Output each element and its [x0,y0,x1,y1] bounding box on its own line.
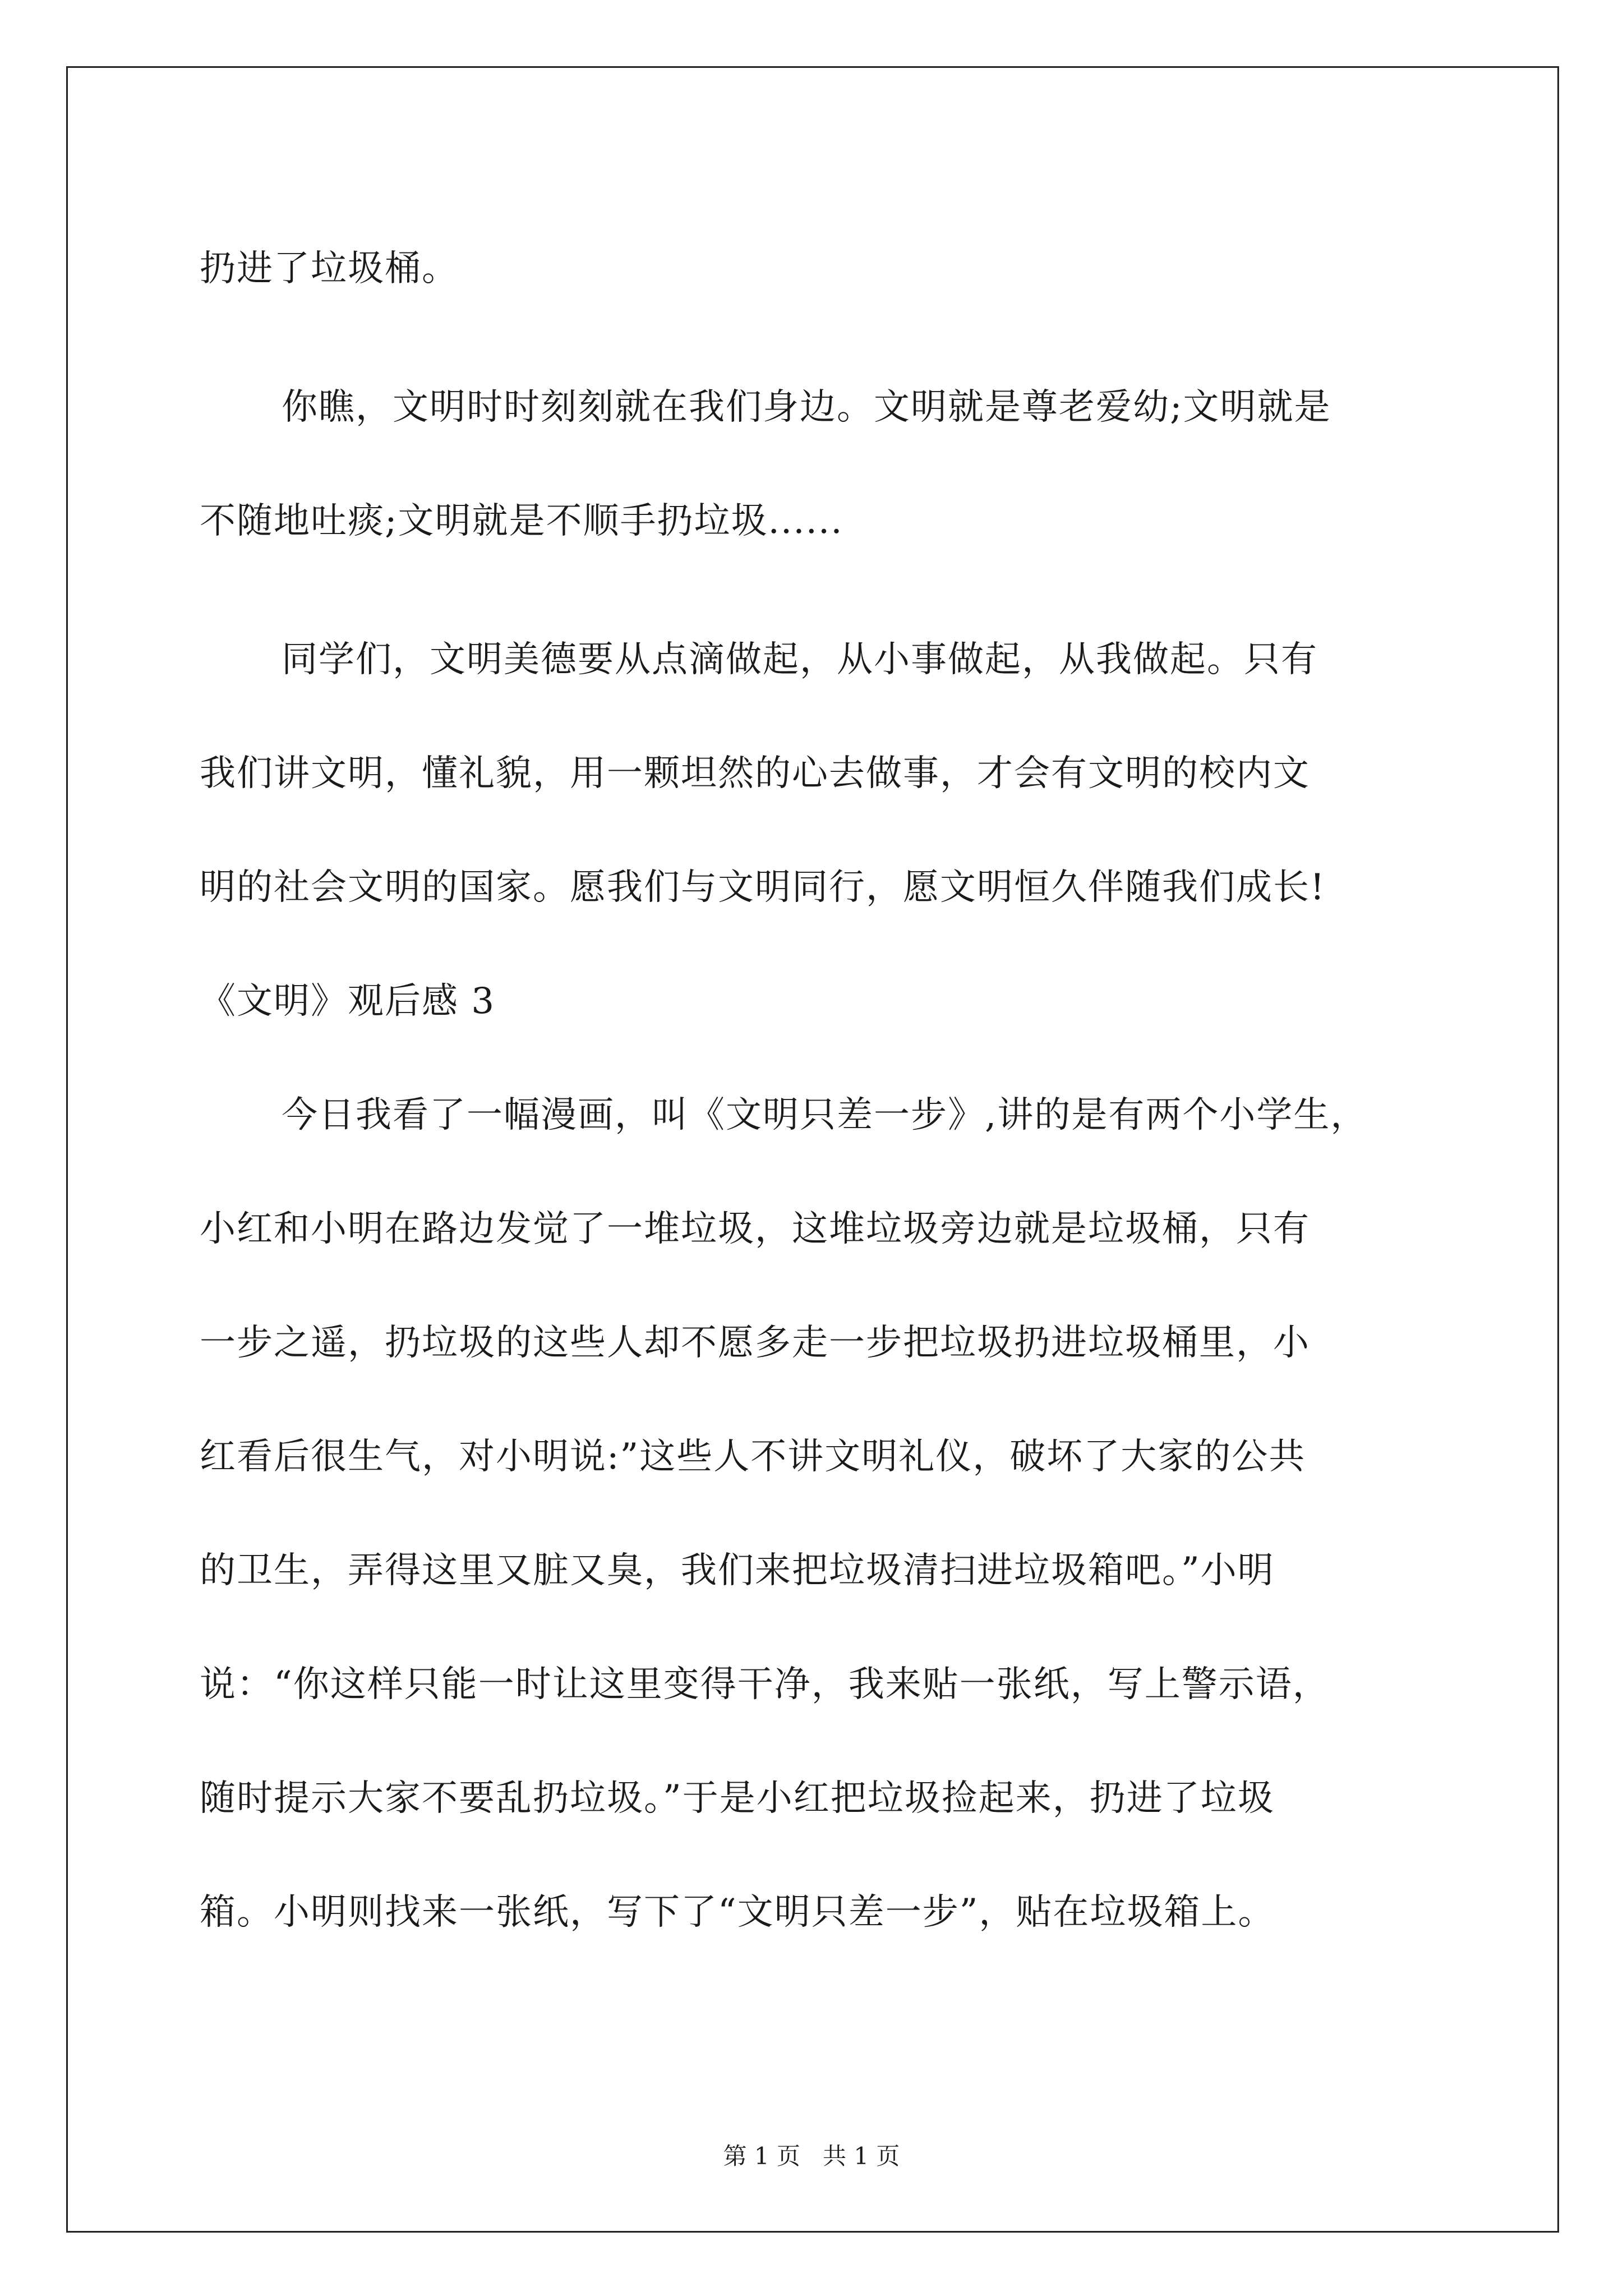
text-line: 小红和小明在路边发觉了一堆垃圾，这堆垃圾旁边就是垃圾桶，只有 [200,1208,1310,1250]
text-line: 箱。小明则找来一张纸，写下了“文明只差一步”，贴在垃圾箱上。 [200,1892,1275,1933]
text-line: 明的社会文明的国家。愿我们与文明同行，愿文明恒久伴随我们成长! [200,867,1326,908]
text-line [200,1994,1433,2007]
page-footer [0,2139,1623,2173]
text-line: 的卫生，弄得这里又脏又臭，我们来把垃圾清扫进垃圾箱吧。”小明 [200,1550,1275,1591]
text-line: 你瞧，文明时时刻刻就在我们身边。文明就是尊老爱幼;文明就是 [282,386,1331,428]
text-line: 随时提示大家不要乱扔垃圾。”于是小红把垃圾捡起来，扔进了垃圾 [200,1778,1275,1819]
text-line: 说：“你这样只能一时让这里变得干净，我来贴一张纸，写上警示语， [200,1664,1330,1705]
text-line: 一步之遥，扔垃圾的这些人却不愿多走一步把垃圾扔进垃圾桶里，小 [200,1322,1310,1364]
page-total: 共 1 页 [823,2142,900,2170]
section-heading: 《文明》观后感 3 [200,981,496,1022]
document-body [200,212,1433,2007]
text-line: 不随地吐痰;文明就是不顺手扔垃圾...... [200,500,843,542]
text-line: 红看后很生气，对小明说:”这些人不讲文明礼仪，破坏了大家的公共 [200,1436,1306,1478]
text-line: 我们讲文明，懂礼貌，用一颗坦然的心去做事，才会有文明的校内文 [200,753,1310,794]
text-line: 今日我看了一幅漫画，叫《文明只差一步》,讲的是有两个小学生， [282,1094,1368,1136]
page-number: 第 1 页 [723,2142,800,2170]
text-line: 扔进了垃圾桶。 [200,248,459,289]
text-line: 同学们，文明美德要从点滴做起，从小事做起，从我做起。只有 [282,639,1318,680]
